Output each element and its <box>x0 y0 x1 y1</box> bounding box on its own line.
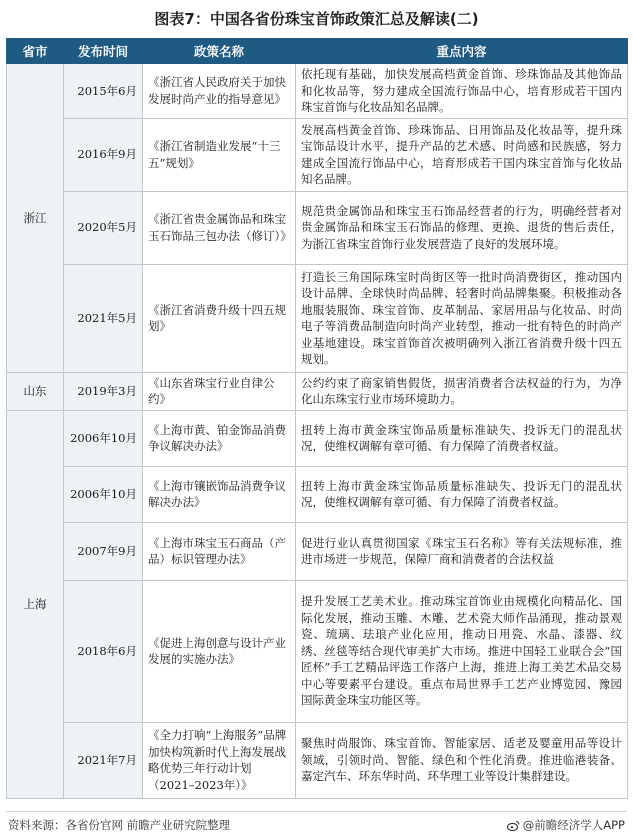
key-content-cell: 规范贵金属饰品和珠宝玉石饰品经营者的行为，明确经营者对贵金属饰品和珠宝玉石饰品的修理、更换、退货的售后责任，为浙江省珠宝首饰行业发展营造了良好的发展环境。 <box>296 191 628 264</box>
policy-name-cell: 《上海市珠宝玉石商品（产品）标识管理办法》 <box>143 522 296 580</box>
brand-text: @前瞻经济学人APP <box>522 818 625 832</box>
date-cell: 2015年6月 <box>64 64 143 119</box>
policy-name-cell: 《全力打响“上海服务”品牌 加快构筑新时代上海发展战略优势三年行动计划（2021–2023年）》 <box>143 722 296 798</box>
table-row <box>7 522 628 580</box>
key-content-cell: 依托现有基础，加快发展高档黄金首饰、珍珠饰品及其他饰品和化妆品等，努力建成全国流行饰品中心，培育形成若干国内珠宝首饰与化妆品知名品牌。 <box>296 64 628 119</box>
province-cell: 上海 <box>7 410 64 798</box>
policy-name-cell: 《浙江省贵金属饰品和珠宝玉石饰品三包办法（修订）》 <box>143 191 296 264</box>
footer <box>6 811 627 832</box>
weibo-icon <box>507 820 520 831</box>
province-cell: 浙江 <box>7 64 64 373</box>
header-date: 发布时间 <box>64 39 143 64</box>
header-province: 省市 <box>7 39 64 64</box>
brand-credit <box>507 817 625 833</box>
date-cell: 2016年9月 <box>64 118 143 191</box>
date-cell: 2006年10月 <box>64 410 143 466</box>
source-note: 资料来源：各省份官网 前瞻产业研究院整理 <box>8 818 231 832</box>
date-cell: 2020年5月 <box>64 191 143 264</box>
date-cell: 2021年7月 <box>64 722 143 798</box>
policy-name-cell: 《浙江省制造业发展“十三五”规划》 <box>143 118 296 191</box>
key-content-cell: 扭转上海市黄金珠宝饰品质量标准缺失、投诉无门的混乱状况，使维权调解有章可循、有力保障了消费者权益。 <box>296 410 628 466</box>
key-content-cell: 打造长三角国际珠宝时尚街区等一批时尚消费街区，推动国内设计品牌、全球快时尚品牌、轻奢时尚品牌集聚。积极推动各地服装服饰、珠宝首饰、皮革制品、家居用品与化妆品、时尚电子等消费品制造向时尚产业转型，推动一批有特色的时尚产业基地建设。珠宝首饰首次被明确列入浙江省消费升级十四五规划。 <box>296 264 628 372</box>
date-cell: 2018年6月 <box>64 580 143 722</box>
key-content-cell: 促进行业认真贯彻国家《珠宝玉石名称》等有关法规标准，推进市场进一步规范，保障厂商和消费者的合法权益 <box>296 522 628 580</box>
date-cell: 2007年9月 <box>64 522 143 580</box>
header-policy-name: 政策名称 <box>143 39 296 64</box>
table-row <box>7 64 628 119</box>
policy-name-cell: 《浙江省人民政府关于加快发展时尚产业的指导意见》 <box>143 64 296 119</box>
table-header-row <box>7 39 628 64</box>
table-row <box>7 466 628 522</box>
policy-name-cell: 《浙江省消费升级十四五规划》 <box>143 264 296 372</box>
page-title: 图表7：中国各省份珠宝首饰政策汇总及解读(二) <box>154 10 479 28</box>
policy-name-cell: 《促进上海创意与设计产业发展的实施办法》 <box>143 580 296 722</box>
key-content-cell: 提升发展工艺美术业。推动珠宝首饰业由规模化向精品化、国际化发展，推动玉雕、木雕、艺术瓷大师作品涌现，推动景观瓷、琉璃、珐琅产业化应用，推动日用瓷、水晶、漆器、纹绣、丝毯等结合现代审美扩大市场。推进中国轻工业联合会“国匠杯”手工艺精品评选工作落户上海，推进上海工美艺术品交易中心等要素平台建设。重点布局世界手工艺产业博览园、豫园国际黄金珠宝功能区等。 <box>296 580 628 722</box>
table-row <box>7 264 628 372</box>
key-content-cell: 发展高档黄金首饰、珍珠饰品、日用饰品及化妆品等，提升珠宝饰品设计水平，提升产品的艺术感、时尚感和民族感，努力建成全国流行饰品中心，培育形成若干国内珠宝首饰与化妆品知名品牌。 <box>296 118 628 191</box>
table-row <box>7 118 628 191</box>
policy-name-cell: 《山东省珠宝行业自律公约》 <box>143 372 296 410</box>
table-row <box>7 580 628 722</box>
table-row <box>7 722 628 798</box>
province-cell: 山东 <box>7 372 64 410</box>
table-row <box>7 372 628 410</box>
key-content-cell: 聚焦时尚服饰、珠宝首饰、智能家居、适老及婴童用品等设计领域，引领时尚、智能、绿色和个性化消费。推进临港装备、嘉定汽车、环东华时尚、环华理工业等设计集群建设。 <box>296 722 628 798</box>
table-row <box>7 410 628 466</box>
date-cell: 2021年5月 <box>64 264 143 372</box>
key-content-cell: 扭转上海市黄金珠宝饰品质量标准缺失、投诉无门的混乱状况，使维权调解有章可循、有力保障了消费者权益。 <box>296 466 628 522</box>
date-cell: 2006年10月 <box>64 466 143 522</box>
date-cell: 2019年3月 <box>64 372 143 410</box>
key-content-cell: 公约约束了商家销售假货，损害消费者合法权益的行为，为净化山东珠宝行业市场环境助力。 <box>296 372 628 410</box>
policy-name-cell: 《上海市黄、铂金饰品消费争议解决办法》 <box>143 410 296 466</box>
policy-table <box>6 38 628 799</box>
header-key-content: 重点内容 <box>296 39 628 64</box>
table-row <box>7 191 628 264</box>
policy-name-cell: 《上海市镶嵌饰品消费争议解决办法》 <box>143 466 296 522</box>
